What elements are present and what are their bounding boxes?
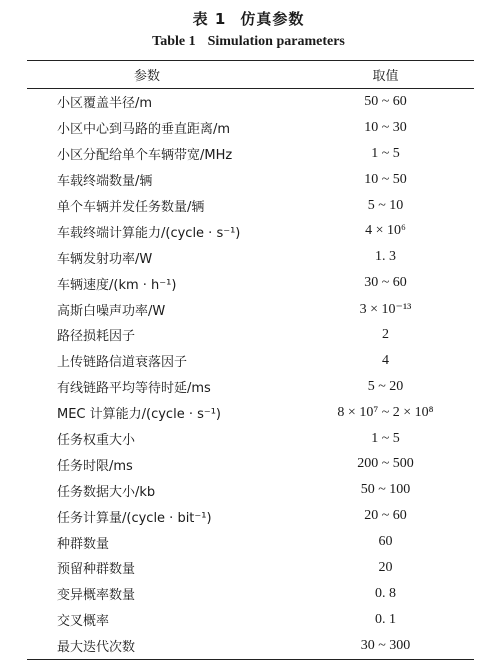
table-row	[27, 296, 474, 322]
param-cell: 变异概率数量	[57, 588, 136, 604]
value-cell: 2	[382, 326, 389, 342]
value-cell: 0. 8	[375, 585, 396, 601]
table-caption-cn	[0, 8, 497, 29]
table-row	[27, 633, 474, 659]
table-row	[27, 503, 474, 529]
table-title-cn: 仿真参数	[240, 10, 305, 28]
value-cell: 30 ~ 60	[364, 275, 407, 291]
table-row	[27, 89, 474, 115]
value-cell: 4	[382, 352, 389, 368]
value-cell: 1 ~ 5	[371, 430, 400, 446]
table-row	[27, 426, 474, 452]
table-row	[27, 477, 474, 503]
value-cell: 50 ~ 100	[360, 482, 411, 498]
table-number-en: Table 1	[152, 34, 196, 49]
table-row	[27, 581, 474, 607]
parameter-table	[27, 60, 474, 660]
table-row	[27, 322, 474, 348]
value-cell: 10 ~ 30	[364, 119, 407, 135]
value-cell: 20	[378, 559, 393, 575]
value-cell: 0. 1	[375, 611, 396, 627]
param-cell: 车辆发射功率/W	[57, 251, 153, 267]
param-cell: 单个车辆并发任务数量/辆	[57, 200, 205, 215]
table-row	[27, 167, 474, 193]
value-cell: 8 × 10⁷ ~ 2 × 10⁸	[337, 404, 434, 420]
param-cell: 车载终端数量/辆	[57, 174, 153, 190]
param-cell: 高斯白噪声功率/W	[57, 303, 166, 319]
table-row	[27, 607, 474, 633]
param-cell: 小区覆盖半径/m	[57, 96, 153, 112]
param-cell: 小区分配给单个车辆带宽/MHz	[57, 148, 233, 164]
header-param: 参数	[133, 69, 160, 84]
value-cell: 1 ~ 5	[371, 145, 400, 161]
table-row	[27, 348, 474, 374]
param-cell: 有线链路平均等待时延/ms	[57, 381, 211, 397]
value-cell: 50 ~ 60	[364, 93, 407, 109]
param-cell: 交叉概率	[57, 614, 110, 630]
header-value: 取值	[372, 69, 399, 84]
param-cell: 小区中心到马路的垂直距离/m	[57, 122, 231, 138]
value-cell: 30 ~ 300	[360, 637, 411, 653]
table-row	[27, 555, 474, 581]
param-cell: 任务时限/ms	[57, 458, 133, 474]
value-cell: 5 ~ 10	[367, 197, 404, 213]
value-cell: 5 ~ 20	[367, 378, 404, 394]
param-cell: 车辆速度/(km · h⁻¹)	[57, 277, 177, 293]
param-cell: 车载终端计算能力/(cycle · s⁻¹)	[57, 225, 241, 241]
param-cell: 任务计算量/(cycle · bit⁻¹)	[57, 510, 212, 526]
table-body	[27, 89, 474, 659]
value-cell: 20 ~ 60	[364, 508, 407, 524]
value-cell: 3 × 10⁻¹³	[359, 301, 412, 317]
value-cell: 10 ~ 50	[364, 171, 407, 187]
table-title-en: Simulation parameters	[207, 34, 345, 49]
table-row	[27, 374, 474, 400]
table-number-cn: 表 1	[192, 10, 227, 28]
table-row	[27, 400, 474, 426]
table-caption-en	[0, 34, 497, 50]
table-header-row	[27, 61, 474, 89]
param-cell: 路径损耗因子	[57, 329, 136, 345]
param-cell: 任务权重大小	[57, 433, 136, 449]
param-cell: 任务数据大小/kb	[57, 484, 156, 500]
value-cell: 4 × 10⁶	[365, 223, 406, 239]
value-cell: 200 ~ 500	[357, 456, 414, 472]
table-row	[27, 451, 474, 477]
param-cell: 上传链路信道衰落因子	[57, 355, 188, 371]
table-row	[27, 529, 474, 555]
table-row	[27, 270, 474, 296]
value-cell: 60	[378, 534, 393, 550]
value-cell: 1. 3	[375, 249, 396, 265]
table-row	[27, 193, 474, 219]
table-row	[27, 244, 474, 270]
param-cell: 预留种群数量	[57, 562, 136, 578]
table-row	[27, 218, 474, 244]
param-cell: MEC 计算能力/(cycle · s⁻¹)	[57, 407, 222, 423]
param-cell: 最大迭代次数	[57, 640, 136, 656]
table-row	[27, 141, 474, 167]
param-cell: 种群数量	[57, 536, 110, 552]
table-row	[27, 115, 474, 141]
